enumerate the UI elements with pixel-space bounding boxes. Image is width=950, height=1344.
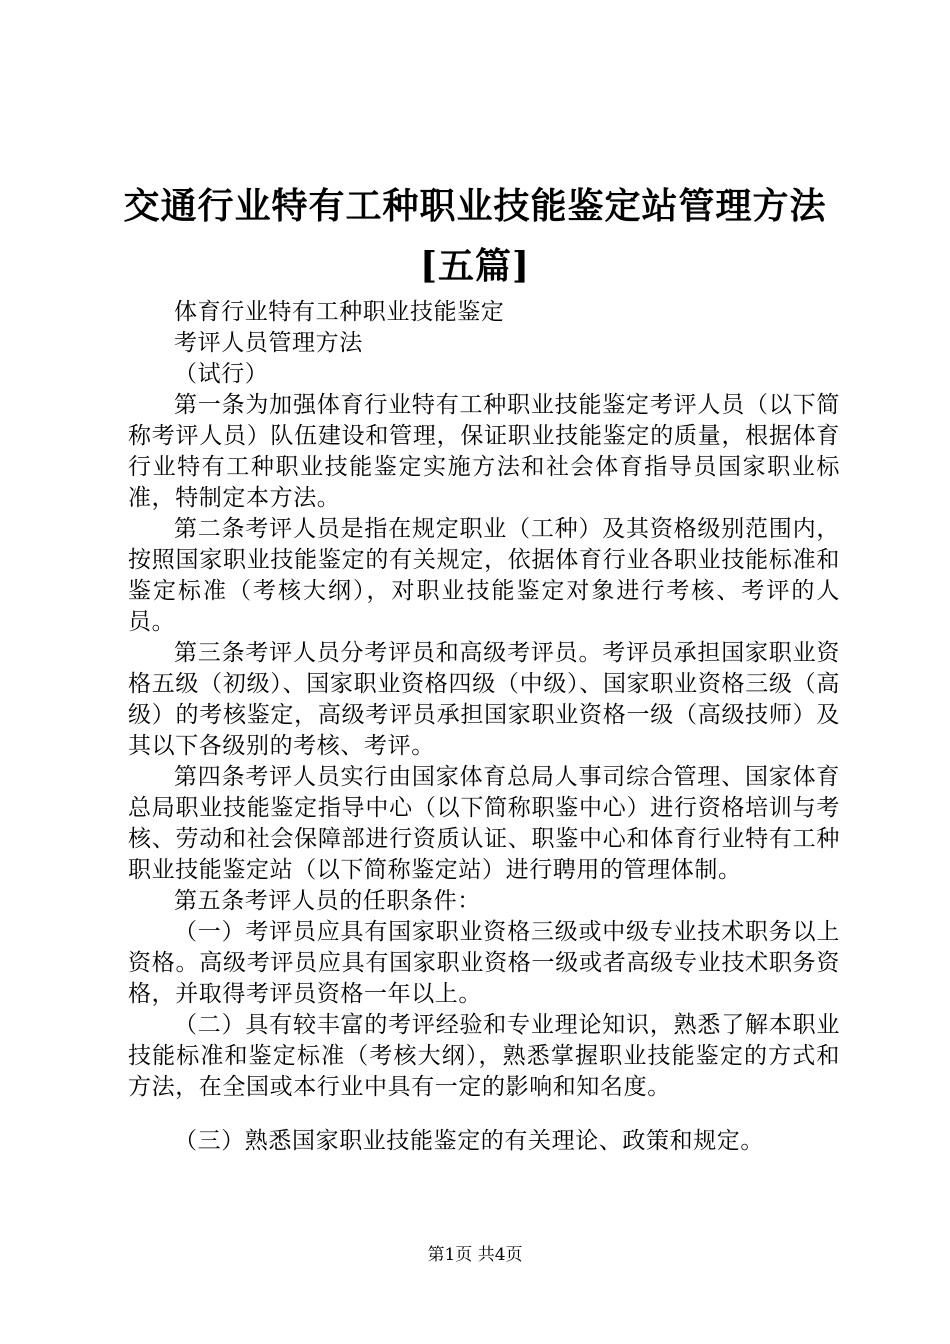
paragraph-article-1: 第一条为加强体育行业特有工种职业技能鉴定考评人员（以下简称考评人员）队伍建设和管理，保证职业技能鉴定的质量，根据体育行业特有工种职业技能鉴定实施方法和社会体育指导员国家职业标准，特制定本方法。 [128,392,840,511]
paragraph-condition-3: （三）熟悉国家职业技能鉴定的有关理论、政策和规定。 [174,1128,764,1154]
paragraph-condition-2: （二）具有较丰富的考评经验和专业理论知识，熟悉了解本职业技能标准和鉴定标准（考核大纲），熟悉掌握职业技能鉴定的方式和方法，在全国或本行业中具有一定的影响和知名度。 [128,1012,840,1100]
document-title: 交通行业特有工种职业技能鉴定站管理方法 [123,185,827,227]
paragraph-article-5: 第五条考评人员的任职条件： [174,888,481,914]
paragraph-article-2: 第二条考评人员是指在规定职业（工种）及其资格级别范围内，按照国家职业技能鉴定的有关规定，依据体育行业各职业技能标准和鉴定标准（考核大纲），对职业技能鉴定对象进行考核、考评的人员。 [128,516,840,635]
paragraph-article-4: 第四条考评人员实行由国家体育总局人事司综合管理、国家体育总局职业技能鉴定指导中心（以下简称职鉴中心）进行资格培训与考核、劳动和社会保障部进行资质认证、职鉴中心和体育行业特有工种职业技能鉴定站（以下简称鉴定站）进行聘用的管理体制。 [128,764,840,883]
document-title-suffix: [五篇] [419,245,531,287]
page-number-footer: 第1页 共4页 [427,1245,523,1265]
paragraph-spacer [128,1103,840,1126]
paragraph-condition-1: （一）考评员应具有国家职业资格三级或中级专业技术职务以上资格。高级考评员应具有国家职业资格一级或者高级专业技术职务资格，并取得考评员资格一年以上。 [128,919,840,1007]
paragraph-subtitle-2: 考评人员管理方法 [174,330,363,356]
paragraph-trial-note: （试行） [174,361,269,387]
document-body [128,297,840,1157]
paragraph-subtitle-1: 体育行业特有工种职业技能鉴定 [174,299,505,325]
paragraph-article-3: 第三条考评人员分考评员和高级考评员。考评员承担国家职业资格五级（初级）、国家职业资格四级（中级）、国家职业资格三级（高级）的考核鉴定，高级考评员承担国家职业资格一级（高级技师）及其以下各级别的考核、考评。 [128,640,840,759]
